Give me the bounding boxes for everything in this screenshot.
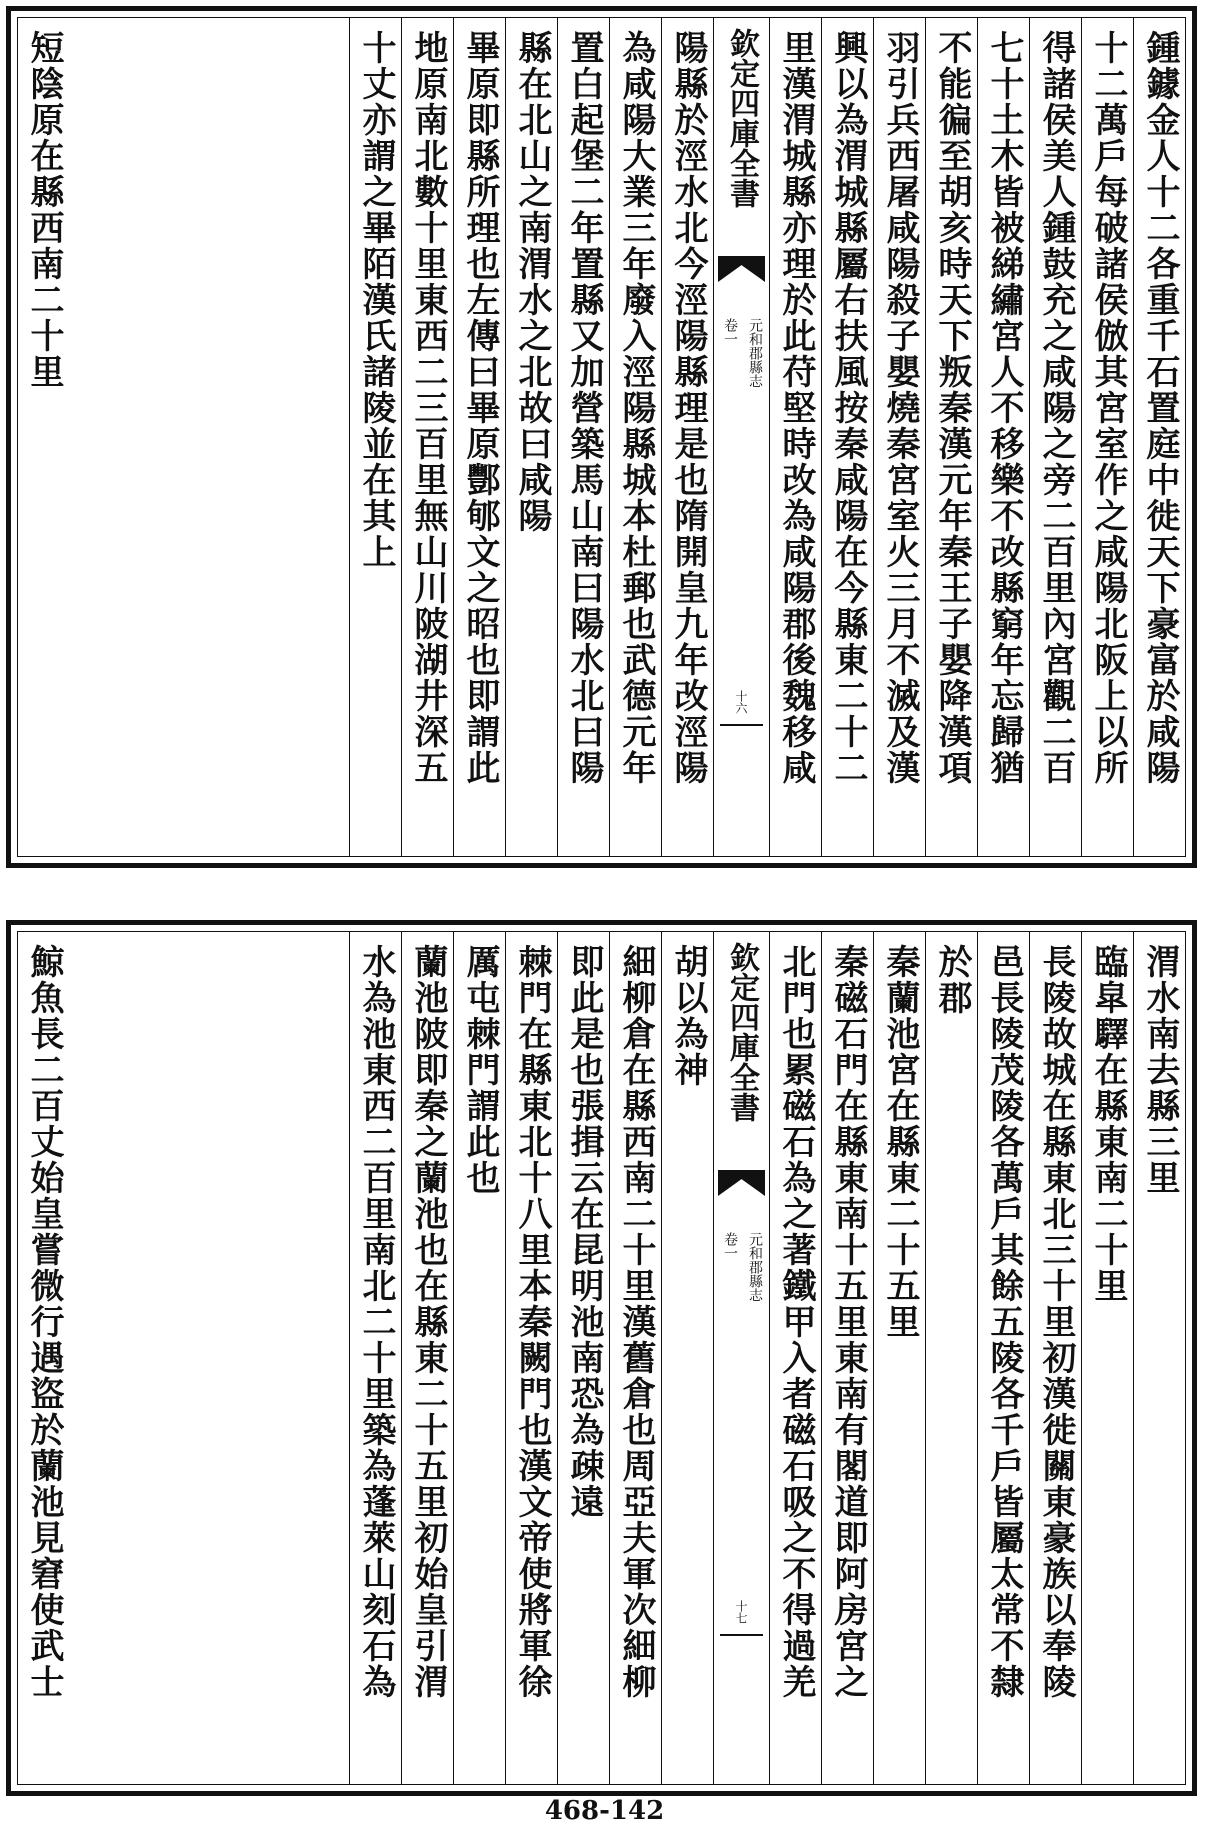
text-column: 七十土木皆被綈繡宮人不移樂不改縣窮年忘歸猶 [977, 18, 1029, 856]
fold-rule [720, 724, 763, 726]
text-column: 鯨魚長二百丈始皇嘗微行遇盜於蘭池見窘使武士 [24, 944, 64, 1700]
text-column: 不能徧至胡亥時天下叛秦漢元年秦王子嬰降漢項 [925, 18, 977, 856]
text-column: 水為池東西二百里南北二十里築為蓬萊山刻石為 [349, 932, 401, 1784]
book-title: 元和郡縣志 [747, 318, 763, 388]
text-column: 畢原即縣所理也左傳曰畢原酆郇文之昭也即謂此 [453, 18, 505, 856]
text-column: 棘門在縣東北十八里本秦闕門也漢文帝使將軍徐 [505, 932, 557, 1784]
text-column: 里漢渭城縣亦理於此苻堅時改為咸陽郡後魏移咸 [769, 18, 821, 856]
book-title: 元和郡縣志 [747, 1232, 763, 1302]
text-column: 十二萬戶每破諸侯倣其宮室作之咸陽北阪上以所 [1081, 18, 1133, 856]
top-page [6, 6, 1197, 868]
bottom-page [6, 920, 1197, 1796]
text-column: 邑長陵茂陵各萬戶其餘五陵各千戶皆屬太常不隸 [977, 932, 1029, 1784]
fold-rule [720, 1634, 763, 1636]
text-column: 胡以為神 [661, 932, 713, 1784]
text-column: 臨皐驛在縣東南二十里 [1081, 932, 1133, 1784]
page-number: 十七 [734, 1600, 748, 1624]
page-number: 十六 [734, 690, 748, 714]
page-reference: 468-142 [544, 1796, 665, 1826]
text-column: 厲屯棘門謂此也 [453, 932, 505, 1784]
text-column: 於郡 [925, 932, 977, 1784]
text-column: 羽引兵西屠咸陽殺子嬰燒秦宮室火三月不滅及漢 [873, 18, 925, 856]
text-column: 地原南北數十里東西二三百里無山川陂湖井深五 [401, 18, 453, 856]
volume-label: 卷一 [722, 1232, 738, 1260]
text-column: 興以為渭城縣屬右扶風按秦咸陽在今縣東二十二 [821, 18, 873, 856]
text-column: 短陰原在縣西南二十里 [24, 30, 64, 390]
text-column: 即此是也張揖云在昆明池南恐為疎遠 [557, 932, 609, 1784]
text-column: 為咸陽大業三年廢入涇陽縣城本杜郵也武德元年 [609, 18, 661, 856]
text-column: 置白起堡二年置縣又加營築馬山南曰陽水北曰陽 [557, 18, 609, 856]
text-column: 得諸侯美人鍾鼓充之咸陽之旁二百里內宮觀二百 [1029, 18, 1081, 856]
text-column: 北門也累磁石為之著鐵甲入者磁石吸之不得過羌 [769, 932, 821, 1784]
fish-tail-mark [718, 256, 765, 282]
text-column: 長陵故城在縣東北三十里初漢徙關東豪族以奉陵 [1029, 932, 1081, 1784]
text-column: 縣在北山之南渭水之北故曰咸陽 [505, 18, 557, 856]
volume-label: 卷一 [722, 318, 738, 346]
text-column: 十丈亦謂之畢陌漢氏諸陵並在其上 [349, 18, 401, 856]
fish-tail-mark [718, 1170, 765, 1196]
text-column: 陽縣於涇水北今涇陽縣理是也隋開皇九年改涇陽 [661, 18, 713, 856]
library-title: 欽定四庫全書 [724, 942, 759, 1122]
text-column: 蘭池陂即秦之蘭池也在縣東二十五里初始皇引渭 [401, 932, 453, 1784]
text-column: 細柳倉在縣西南二十里漢舊倉也周亞夫軍次細柳 [609, 932, 661, 1784]
text-column: 鍾鐻金人十二各重千石置庭中徙天下豪富於咸陽 [1133, 18, 1185, 856]
bottom-page-body [17, 931, 1186, 1785]
center-fold [713, 932, 769, 1784]
center-fold [713, 18, 769, 856]
top-page-body [17, 17, 1186, 857]
text-column: 渭水南去縣三里 [1133, 932, 1185, 1784]
text-column: 秦蘭池宮在縣東二十五里 [873, 932, 925, 1784]
library-title: 欽定四庫全書 [724, 28, 759, 208]
text-column: 秦磁石門在縣東南十五里東南有閣道即阿房宮之 [821, 932, 873, 1784]
